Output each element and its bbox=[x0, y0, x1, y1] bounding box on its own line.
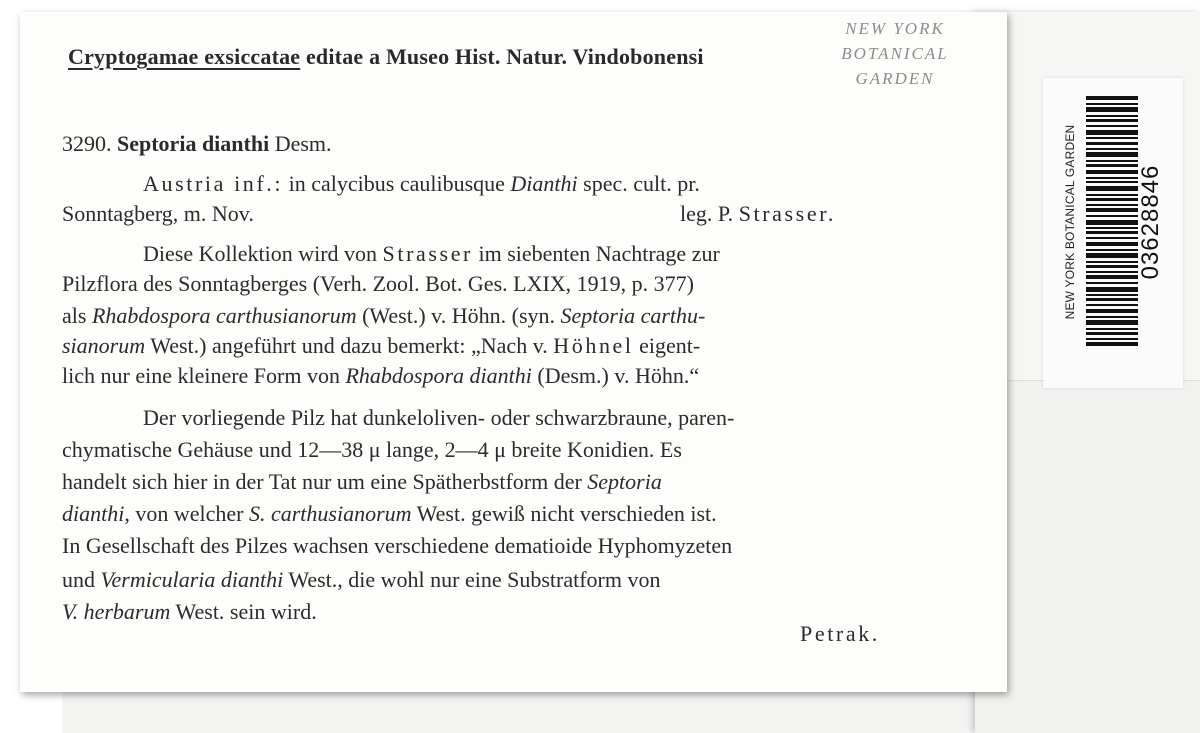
text-run: als bbox=[62, 303, 92, 328]
species-line bbox=[62, 130, 332, 158]
paragraph-line bbox=[62, 598, 317, 626]
text-run: Diese Kollektion wird von bbox=[143, 241, 383, 266]
text-run: West. sein wird. bbox=[170, 599, 317, 624]
barcode-institution: NEW YORK BOTANICAL GARDEN bbox=[1063, 124, 1077, 320]
stamp-line: NEW YORK bbox=[845, 19, 945, 38]
locality-country: Austria inf.: bbox=[143, 171, 284, 196]
author-signature: Petrak. bbox=[800, 621, 880, 646]
species-name: Septoria dianthi bbox=[117, 131, 270, 156]
paragraph-line bbox=[62, 302, 705, 330]
host-genus: Dianthi bbox=[510, 171, 578, 196]
taxon-name: Vermicularia dianthi bbox=[100, 567, 284, 592]
packet-fold bbox=[975, 380, 1200, 733]
series-title: Cryptogamae exsiccatae bbox=[68, 44, 301, 69]
text-run: (West.) v. Höhn. (syn. bbox=[356, 303, 561, 328]
locality-text: spec. cult. pr. bbox=[577, 171, 700, 196]
taxon-name: Septoria carthu- bbox=[560, 303, 706, 328]
collector-name: Strasser. bbox=[738, 201, 837, 226]
paragraph-line: Der vorliegende Pilz hat dunkeloliven- oder schwarzbraune, paren- bbox=[143, 405, 735, 430]
species-author: Desm. bbox=[274, 131, 332, 156]
barcode-number: 03628846 bbox=[1137, 164, 1164, 280]
locality-date: Sonntagberg, m. Nov. bbox=[62, 201, 254, 226]
text-run: handelt sich hier in der Tat nur um eine Spätherbstform der bbox=[62, 469, 588, 494]
text-run: , von welcher bbox=[124, 501, 249, 526]
text-run: und bbox=[62, 567, 101, 592]
species-number: 3290. bbox=[62, 131, 112, 156]
exsiccata-label bbox=[20, 12, 1007, 692]
barcode-icon bbox=[1086, 96, 1138, 346]
taxon-name: Rhabdospora dianthi bbox=[345, 363, 532, 388]
text-run: eigent- bbox=[633, 333, 701, 358]
person-name: Höhnel bbox=[553, 333, 634, 358]
herbarium-stamp bbox=[810, 16, 980, 91]
locality-text: in calycibus caulibusque bbox=[283, 171, 511, 196]
series-header bbox=[68, 44, 704, 70]
series-publisher: editae a Museo Hist. Natur. Vindobonensi bbox=[300, 44, 704, 69]
person-name: Strasser bbox=[382, 241, 473, 266]
text-run: im siebenten Nachtrage zur bbox=[472, 241, 720, 266]
text-run: lich nur eine kleinere Form von bbox=[62, 363, 346, 388]
paragraph-line: In Gesellschaft des Pilzes wachsen verschiedene dematioide Hyphomyzeten bbox=[62, 533, 733, 558]
taxon-name: Rhabdospora carthusianorum bbox=[91, 303, 357, 328]
paragraph-line bbox=[143, 240, 720, 268]
paragraph-line bbox=[62, 362, 699, 390]
paragraph-line bbox=[62, 468, 662, 496]
paragraph-line: Pilzflora des Sonntagberges (Verh. Zool. Bot. Ges. LXIX, 1919, p. 377) bbox=[62, 271, 694, 296]
paragraph-line bbox=[62, 332, 700, 360]
taxon-name: V. herbarum bbox=[62, 599, 171, 624]
stamp-line: GARDEN bbox=[855, 69, 935, 88]
taxon-name: dianthi bbox=[62, 501, 125, 526]
taxon-name: Septoria bbox=[587, 469, 662, 494]
stamp-line: BOTANICAL bbox=[841, 44, 949, 63]
paragraph-line bbox=[62, 566, 660, 594]
text-run: West. gewiß nicht verschieden ist. bbox=[411, 501, 717, 526]
text-run: West., die wohl nur eine Substratform von bbox=[283, 567, 661, 592]
collector bbox=[680, 200, 836, 228]
locality-line bbox=[143, 170, 700, 198]
paragraph-line bbox=[62, 500, 717, 528]
taxon-name: S. carthusianorum bbox=[248, 501, 412, 526]
collector-prefix: leg. P. bbox=[680, 201, 739, 226]
text-run: (Desm.) v. Höhn.“ bbox=[531, 363, 700, 388]
text-run: West.) angeführt und dazu bemerkt: „Nach v. bbox=[145, 333, 554, 358]
paragraph-line: chymatische Gehäuse und 12—38 μ lange, 2—4 μ breite Konidien. Es bbox=[62, 437, 682, 462]
taxon-name: sianorum bbox=[62, 333, 146, 358]
